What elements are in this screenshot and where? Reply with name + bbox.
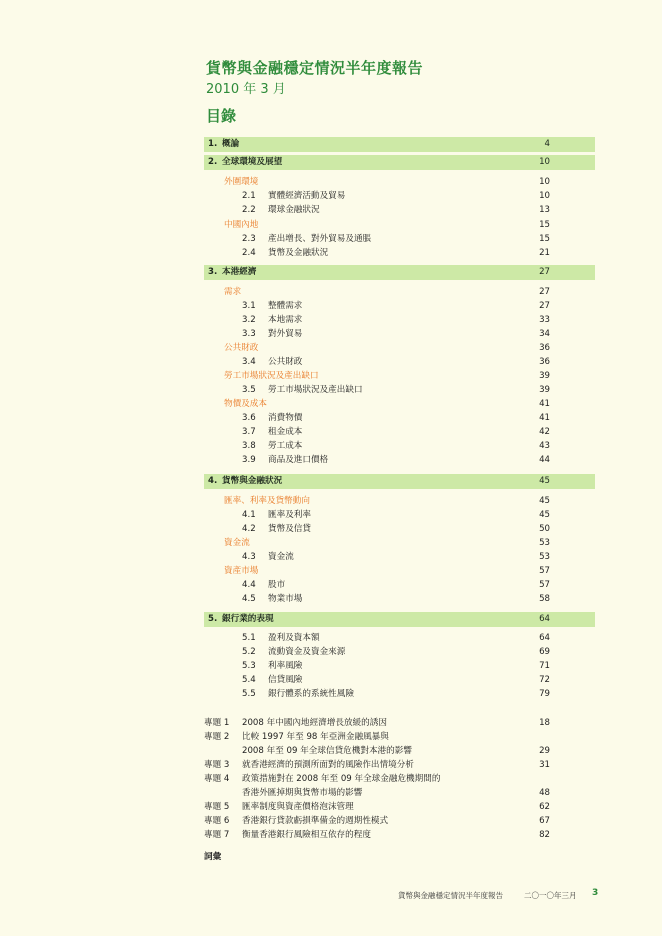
- glossary-row[interactable]: [204, 850, 595, 864]
- toc-page: 15: [539, 234, 550, 244]
- toc-label: 衡量香港銀行風險相互依存的程度: [242, 830, 371, 840]
- page-number: 3: [592, 888, 599, 898]
- box-row[interactable]: [204, 828, 595, 842]
- toc-label: 本港經濟: [222, 267, 257, 277]
- toc-page: 27: [539, 301, 550, 311]
- toc-page: 64: [539, 614, 550, 624]
- toc-number: 3.4: [242, 357, 256, 367]
- chapter-row[interactable]: [204, 474, 595, 489]
- box-row[interactable]: [204, 716, 595, 730]
- toc-label: 租金成本: [268, 427, 303, 437]
- toc-page: 34: [539, 329, 550, 339]
- toc-label: 比較 1997 年至 98 年亞洲金融風暴與: [242, 732, 389, 742]
- toc-page: 44: [539, 455, 550, 465]
- toc-number: 3.1: [242, 301, 256, 311]
- toc-label: 公共財政: [224, 343, 259, 353]
- toc-page: 57: [539, 580, 550, 590]
- subsection-row[interactable]: [204, 189, 595, 203]
- toc-page: 72: [539, 675, 550, 685]
- subsection-row[interactable]: [204, 687, 595, 701]
- toc-label: 流動資金及資金來源: [268, 647, 346, 657]
- toc-label: 實體經濟活動及貿易: [268, 191, 346, 201]
- toc-page: 42: [539, 427, 550, 437]
- subsection-row[interactable]: [204, 246, 595, 260]
- toc-page: 39: [539, 385, 550, 395]
- toc-number: 2.3: [242, 234, 256, 244]
- toc-page: 18: [539, 718, 550, 728]
- toc-page: 10: [539, 191, 550, 201]
- section-row[interactable]: [204, 285, 595, 299]
- subsection-row[interactable]: [204, 355, 595, 369]
- toc-page: 48: [539, 788, 550, 798]
- section-row[interactable]: [204, 175, 595, 189]
- toc-number: 4.2: [242, 524, 256, 534]
- toc-number: 專題 5: [204, 802, 230, 812]
- box-row[interactable]: [204, 730, 595, 744]
- toc-label: 香港外匯掉期與貨幣市場的影響: [242, 788, 363, 798]
- section-row[interactable]: [204, 341, 595, 355]
- toc-label: 產出增長、對外貿易及通脹: [268, 234, 372, 244]
- toc-page: 45: [539, 496, 550, 506]
- toc-page: 43: [539, 441, 550, 451]
- toc-label: 物價及成本: [224, 399, 267, 409]
- report-date: 2010 年 3 月: [206, 82, 286, 97]
- toc-page: 41: [539, 413, 550, 423]
- toc-label: 中國內地: [224, 220, 259, 230]
- toc-page: 41: [539, 399, 550, 409]
- toc-label: 銀行業的表現: [222, 614, 274, 624]
- toc-page: 10: [539, 177, 550, 187]
- toc-label: 匯率及利率: [268, 510, 311, 520]
- toc-number: 3.9: [242, 455, 256, 465]
- toc-number: 3.5: [242, 385, 256, 395]
- toc-page: 53: [539, 552, 550, 562]
- toc-label: 勞工市場狀況及產出缺口: [224, 371, 319, 381]
- toc-number: 3.6: [242, 413, 256, 423]
- toc-label: 勞工市場狀況及產出缺口: [268, 385, 363, 395]
- subsection-row[interactable]: [204, 631, 595, 645]
- toc-number: 3.2: [242, 315, 256, 325]
- subsection-row[interactable]: [204, 673, 595, 687]
- subsection-row[interactable]: [204, 383, 595, 397]
- toc-label: 就香港經濟的預測所面對的風險作出情境分析: [242, 760, 414, 770]
- toc-label: 貨幣及金融狀況: [268, 248, 329, 258]
- toc-page: 62: [539, 802, 550, 812]
- report-title: 貨幣與金融穩定情況半年度報告: [206, 59, 424, 77]
- toc-number: 4.1: [242, 510, 256, 520]
- chapter-row[interactable]: [204, 155, 595, 170]
- section-row[interactable]: [204, 536, 595, 550]
- section-row[interactable]: [204, 397, 595, 411]
- chapter-row[interactable]: [204, 265, 595, 280]
- toc-number: 專題 6: [204, 816, 230, 826]
- toc-label: 匯率、利率及貨幣動向: [224, 496, 310, 506]
- toc-page: 71: [539, 661, 550, 671]
- chapter-row[interactable]: [204, 137, 595, 152]
- toc-page: 82: [539, 830, 550, 840]
- toc-page: 15: [539, 220, 550, 230]
- toc-label: 信貸風險: [268, 675, 303, 685]
- toc-label: 對外貿易: [268, 329, 303, 339]
- toc-label: 利率風險: [268, 661, 303, 671]
- toc-number: 5.: [208, 614, 218, 624]
- footer-date: 二〇一〇年三月: [524, 891, 577, 900]
- toc-page: 33: [539, 315, 550, 325]
- toc-label: 匯率制度與資產價格泡沫管理: [242, 802, 354, 812]
- chapter-row[interactable]: [204, 612, 595, 627]
- subsection-row[interactable]: [204, 313, 595, 327]
- toc-label: 公共財政: [268, 357, 303, 367]
- toc-number: 3.3: [242, 329, 256, 339]
- toc-label: 資產市場: [224, 566, 259, 576]
- section-row[interactable]: [204, 564, 595, 578]
- subsection-row[interactable]: [204, 425, 595, 439]
- toc-number: 專題 1: [204, 718, 230, 728]
- subsection-row[interactable]: [204, 232, 595, 246]
- toc-page: 36: [539, 357, 550, 367]
- toc-number: 5.2: [242, 647, 256, 657]
- toc-number: 專題 7: [204, 830, 230, 840]
- toc-number: 5.4: [242, 675, 256, 685]
- subsection-row[interactable]: [204, 327, 595, 341]
- toc-number: 2.: [208, 157, 218, 167]
- subsection-row[interactable]: [204, 645, 595, 659]
- toc-page: 31: [539, 760, 550, 770]
- subsection-row[interactable]: [204, 578, 595, 592]
- subsection-row[interactable]: [204, 522, 595, 536]
- toc-page: 64: [539, 633, 550, 643]
- toc-page: 58: [539, 594, 550, 604]
- toc-number: 專題 3: [204, 760, 230, 770]
- toc-number: 5.3: [242, 661, 256, 671]
- toc-number: 2.2: [242, 205, 256, 215]
- toc-page: 29: [539, 746, 550, 756]
- toc-page: 10: [539, 157, 550, 167]
- toc-number: 4.4: [242, 580, 256, 590]
- toc-label: 本地需求: [268, 315, 303, 325]
- toc-number: 專題 2: [204, 732, 230, 742]
- toc-page: 69: [539, 647, 550, 657]
- toc-page: 50: [539, 524, 550, 534]
- subsection-row[interactable]: [204, 592, 595, 606]
- toc-label: 環球金融狀況: [268, 205, 320, 215]
- toc-label: 勞工成本: [268, 441, 303, 451]
- toc-label: 消費物價: [268, 413, 303, 423]
- toc-label: 貨幣及信貸: [268, 524, 311, 534]
- toc-number: 2.1: [242, 191, 256, 201]
- section-row[interactable]: [204, 494, 595, 508]
- toc-number: 3.: [208, 267, 218, 277]
- toc-label: 物業市場: [268, 594, 303, 604]
- box-row[interactable]: [204, 800, 595, 814]
- toc-label: 概論: [222, 139, 240, 149]
- toc-page: 39: [539, 371, 550, 381]
- toc-number: 4.: [208, 476, 218, 486]
- toc-label: 整體需求: [268, 301, 303, 311]
- toc-label: 詞彙: [204, 852, 222, 862]
- toc-heading: 目錄: [206, 107, 237, 125]
- toc-page: 13: [539, 205, 550, 215]
- toc-page: 67: [539, 816, 550, 826]
- toc-label: 盈利及資本額: [268, 633, 320, 643]
- toc-page: 79: [539, 689, 550, 699]
- toc-label: 股市: [268, 580, 286, 590]
- toc-label: 全球環境及展望: [222, 157, 283, 167]
- toc-label: 商品及進口價格: [268, 455, 329, 465]
- toc-label: 貨幣與金融狀況: [222, 476, 283, 486]
- section-row[interactable]: [204, 369, 595, 383]
- box-row[interactable]: [204, 758, 595, 772]
- toc-page: 27: [539, 287, 550, 297]
- box-row[interactable]: [204, 814, 595, 828]
- toc-page: 45: [539, 510, 550, 520]
- subsection-row[interactable]: [204, 659, 595, 673]
- toc-page: 27: [539, 267, 550, 277]
- toc-number: 5.1: [242, 633, 256, 643]
- box-row[interactable]: [204, 772, 595, 786]
- toc-label: 外圍環境: [224, 177, 259, 187]
- toc-label: 2008 年中國內地經濟增長放緩的誘因: [242, 718, 387, 728]
- toc-label: 資金流: [224, 538, 250, 548]
- toc-page: 4: [544, 139, 550, 149]
- subsection-row[interactable]: [204, 299, 595, 313]
- toc-page: 57: [539, 566, 550, 576]
- toc-number: 4.5: [242, 594, 256, 604]
- toc-label: 政策措施對在 2008 年至 09 年全球金融危機期間的: [242, 774, 441, 784]
- subsection-row[interactable]: [204, 550, 595, 564]
- toc-label: 香港銀行貸款虧損準備金的週期性模式: [242, 816, 389, 826]
- subsection-row[interactable]: [204, 439, 595, 453]
- toc-number: 1.: [208, 139, 218, 149]
- toc-page: 36: [539, 343, 550, 353]
- toc-label: 資金流: [268, 552, 294, 562]
- toc-label: 2008 年至 09 年全球信貸危機對本港的影響: [242, 746, 412, 756]
- toc-number: 2.4: [242, 248, 256, 258]
- subsection-row[interactable]: [204, 203, 595, 217]
- toc-page: 45: [539, 476, 550, 486]
- footer-title: 貨幣與金融穩定情況半年度報告: [398, 891, 503, 900]
- toc-number: 3.8: [242, 441, 256, 451]
- subsection-row[interactable]: [204, 411, 595, 425]
- box-row[interactable]: [204, 744, 595, 758]
- toc-page: 53: [539, 538, 550, 548]
- subsection-row[interactable]: [204, 508, 595, 522]
- toc-number: 5.5: [242, 689, 256, 699]
- box-row[interactable]: [204, 786, 595, 800]
- toc-number: 專題 4: [204, 774, 230, 784]
- toc-number: 3.7: [242, 427, 256, 437]
- subsection-row[interactable]: [204, 453, 595, 467]
- toc-label: 銀行體系的系統性風險: [268, 689, 354, 699]
- toc-page: 21: [539, 248, 550, 258]
- toc-label: 需求: [224, 287, 242, 297]
- section-row[interactable]: [204, 218, 595, 232]
- toc-number: 4.3: [242, 552, 256, 562]
